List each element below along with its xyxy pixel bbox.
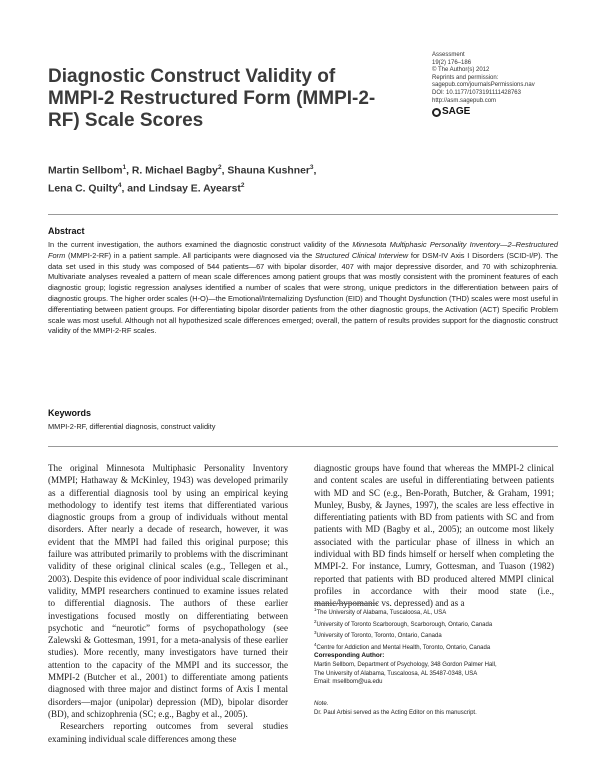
journal-meta xyxy=(432,52,592,117)
footnote-text: University of Toronto Scarborough, Scarborough, Ontario, Canada xyxy=(316,621,493,628)
footnote xyxy=(314,629,564,641)
footnote-number: 2 xyxy=(314,618,317,624)
author-name: Lindsay E. Ayearst xyxy=(148,183,241,195)
corresponding-author-heading: Corresponding Author: xyxy=(314,652,385,659)
abstract-text xyxy=(48,240,558,337)
journal-name: Assessment xyxy=(432,52,465,58)
author-separator: , xyxy=(126,165,132,177)
copyright: © The Author(s) 2012 xyxy=(432,67,490,74)
publisher-logo xyxy=(432,107,592,117)
author-name: Martin Sellbom xyxy=(48,165,123,177)
corresponding-author xyxy=(314,661,564,687)
keywords-heading: Keywords xyxy=(48,408,92,418)
abstract-italic: Structured Clinical Interview xyxy=(315,250,409,260)
volume-pages: 19(2) 176–186 xyxy=(432,59,472,66)
author-affiliation: 2 xyxy=(240,182,245,190)
footnote-number: 3 xyxy=(314,630,317,636)
abstract-heading: Abstract xyxy=(48,226,85,236)
author-separator: , xyxy=(313,165,317,177)
corresponding-email[interactable]: Email: msellbom@ua.edu xyxy=(314,679,383,686)
sage-logo-icon xyxy=(432,108,441,117)
author-separator: , and xyxy=(121,183,149,195)
article-title: Diagnostic Construct Validity of MMPI-2 Restructured Form (MMPI-2-RF) Scale Scores xyxy=(48,66,376,131)
divider xyxy=(48,446,558,447)
abstract-part: In the current investigation, the authors examined the diagnostic construct validity of the xyxy=(48,240,353,249)
body-paragraph: The original Minnesota Multiphasic Personality Inventory (MMPI; Hathaway & McKinley, 1943) was developed primarily as a differential diagnosis tool by using an empirical keying methodology to identify test items that differentiated various diagnostic groups from a group of individuals without mental disorders. After nearly a decade of research, however, it was evident that the MMPI had failed this original purpose; this failure was attributed primarily to problems with the discriminant validity of these original clinical scales (e.g., Tellegen et al., 2003). Despite this evidence of poor individual scale discriminant validity, MMPI researchers continued to examine issues related to differential diagnosis. The authors of these earlier investigations focused mostly on differentiating between psychotic and “neurotic” forms of psychopathology (see Zalewski & Gottesman, 1991, for a meta-analysis of these earlier studies). More recently, many investigators have turned their attention to the capacity of the MMPI and its successor, the MMPI-2 (Butcher et al., 2001) to differentiate among patients diagnosed with three major and distinct forms of Axis I mental disorders—major (unipolar) depression (MD), bipolar disorder (BD), and schizophrenia (SC; e.g., Bagby et al., 2005). xyxy=(48,463,288,719)
editor-note xyxy=(314,700,564,717)
corresponding-line: The University of Alabama, Tuscaloosa, AL 35487-0348, USA xyxy=(314,670,478,677)
author-affiliation: 4 xyxy=(117,182,122,190)
footnote-number: 4 xyxy=(314,642,317,648)
author-name: R. Michael Bagby xyxy=(131,165,218,177)
author-name: Lena C. Quilty xyxy=(48,183,118,195)
abstract-part: (MMPI-2-RF) in a patient sample. All participants were diagnosed via the xyxy=(65,250,316,260)
author-affiliation: 3 xyxy=(309,164,314,171)
divider xyxy=(48,214,558,215)
body-right-column xyxy=(314,462,554,610)
footnote-number: 1 xyxy=(314,607,317,612)
body-paragraph: diagnostic groups have found that whereas the MMPI-2 clinical and content scales are useful in differentiating between patients with MD and SC (e.g., Ben-Porath, Butcher, & Graham, 1991; Munley, Busby, & Jaynes, 1997), the scales are less effective in differentiating patients with BD from patients with SC and from patients with MD (Bagby et al., 2005); an outcome most likely associated with the particular phase of illness in which an individual with BD finds himself or herself when completing the MMPI-2. For instance, Lumry, Gottesman, and Tuason (1982) reported that patients with BD produced altered MMPI clinical profiles in accordance with their mood state (i.e., manic/hypomanic vs. depressed) and as a xyxy=(314,463,554,609)
reprints-label: Reprints and permission: xyxy=(432,74,499,81)
footnote-divider xyxy=(314,603,378,604)
note-text: Dr. Paul Arbisi served as the Acting Editor on this manuscript. xyxy=(314,709,477,716)
author-list xyxy=(48,160,378,197)
affiliation-footnotes xyxy=(314,606,564,653)
author-separator: , xyxy=(221,165,228,177)
permissions-link[interactable]: sagepub.com/journalsPermissions.nav xyxy=(432,82,535,89)
author-affiliation: 2 xyxy=(217,164,222,171)
publisher-logo-text: SAGE xyxy=(442,106,471,118)
doi: DOI: 10.1177/1073191111428763 xyxy=(432,89,521,96)
site-link[interactable]: http://asm.sagepub.com xyxy=(432,97,497,104)
note-label: Note. xyxy=(314,701,329,707)
footnote xyxy=(314,618,564,630)
corresponding-line: Martin Sellbom, Department of Psychology, 348 Gordon Palmer Hall, xyxy=(314,662,497,668)
abstract-part: for DSM-IV Axis I Disorders (SCID-I/P). The data set used in this study was composed of 544 patients—67 with bipolar disorder, 407 with major depressive disorder, and 70 with schizophrenia. Multivariate analyses revealed a pattern of mean scale differences among patient groups that was mostly consistent with the prominent features of each diagnostic group; logistic regression analyses identified a number of scales that were strong, unique predictors in the differentiation between pairs of diagnostic groups. The higher order scales (H-O)—the Emotional/Internalizing Dysfunction (EID) and Thought Dysfunction (THD) scales were most useful in differentiating between patient groups. For differentiating bipolar disorder patients from the other diagnostic groups, the Activation (ACT) Specific Problem scale was most useful. Although not all hypothesized scale differences emerged; overall, the pattern of results provides support for the diagnostic construct validity of the MMPI-2-RF scales. xyxy=(48,250,558,336)
abstract-italic: Minnesota Multiphasic Personality Inventory—2–Restructured Form xyxy=(48,240,558,260)
author-name: Shauna Kushner xyxy=(227,165,310,177)
author-affiliation: 1 xyxy=(122,164,127,171)
footnote xyxy=(314,606,564,618)
footnote-text: The University of Alabama, Tuscaloosa, AL, USA xyxy=(316,610,447,616)
keywords-text: MMPI-2-RF, differential diagnosis, construct validity xyxy=(48,422,216,431)
body-paragraph: Researchers reporting outcomes from several studies examining individual scale differences among these xyxy=(48,721,288,744)
footnote-text: University of Toronto, Toronto, Ontario, Canada xyxy=(316,633,442,640)
footnote-text: Centre for Addiction and Mental Health, Toronto, Ontario, Canada xyxy=(316,645,491,652)
body-left-column xyxy=(48,462,288,745)
